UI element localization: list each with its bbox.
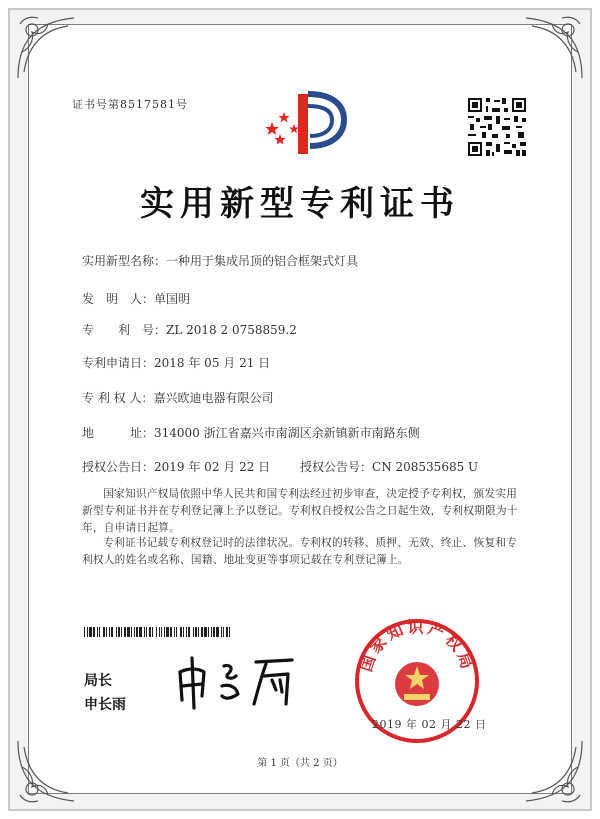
field-value: 嘉兴欧迪电器有限公司 — [153, 391, 274, 405]
field-address — [82, 424, 420, 441]
director-name: 申长雨 — [84, 697, 126, 713]
field-label: 地 址： — [82, 426, 155, 440]
field-label: 实用新型名称： — [82, 254, 167, 268]
field-label: 专利申请日： — [82, 356, 155, 370]
field-label: 专 利 权 人： — [82, 391, 154, 405]
field-label: 授权公告号： — [300, 460, 373, 474]
field-value: 2019 年 02 月 22 日 — [154, 460, 271, 474]
field-patent-number — [82, 321, 297, 338]
field-label: 专 利 号： — [82, 323, 167, 337]
field-filing-date — [82, 354, 270, 371]
field-label: 授权公告日： — [82, 460, 155, 474]
corner-ornament-icon — [14, 12, 84, 82]
grant-statement-paragraph: 国家知识产权局依照中华人民共和国专利法经过初步审查，决定授予专利权，颁发实用新型专利证书并在专利登记簿上予以登记。专利权自授权公告之日起生效，专利权期限为十年，自申请日起算。 — [82, 488, 518, 534]
corner-ornament-icon — [14, 737, 84, 807]
field-label: 发 明 人： — [82, 292, 155, 306]
seal-date: 2019 年 02 月 22 日 — [372, 718, 487, 731]
field-value: CN 208535685 U — [372, 460, 479, 474]
certificate-number: 证书号第8517581号 — [72, 98, 188, 111]
field-utility-model-name — [82, 252, 358, 269]
field-announcement-date — [82, 458, 270, 475]
field-value: 2018 年 05 月 21 日 — [154, 356, 271, 370]
cnipa-logo-icon — [258, 88, 348, 160]
qr-code-icon — [466, 96, 528, 158]
barcode-icon — [84, 627, 234, 637]
certificate-title: 实用新型专利证书 — [140, 184, 460, 224]
seal-text: 国家知识产权局 — [356, 617, 478, 674]
legal-status-paragraph: 专利证书记载专利权登记时的法律状况。专利权的转移、质押、无效、终止、恢复和专利权人的姓名或名称、国籍、地址变更等事项记载在专利登记簿上。 — [82, 537, 518, 566]
field-announcement-number — [300, 458, 478, 475]
corner-ornament-icon — [516, 12, 586, 82]
corner-ornament-icon — [516, 737, 586, 807]
handwritten-signature — [168, 650, 308, 710]
field-value: 一种用于集成吊顶的铝合框架式灯具 — [166, 254, 359, 268]
field-value: 单国明 — [154, 292, 191, 306]
field-inventor — [82, 290, 190, 307]
field-value: ZL 2018 2 0758859.2 — [166, 323, 297, 337]
page-number: 第 1 页（共 2 页） — [257, 758, 343, 769]
field-value: 314000 浙江省嘉兴市南湖区余新镇新市南路东侧 — [154, 426, 420, 440]
field-patentee — [82, 389, 273, 406]
director-title: 局长 — [84, 673, 112, 689]
